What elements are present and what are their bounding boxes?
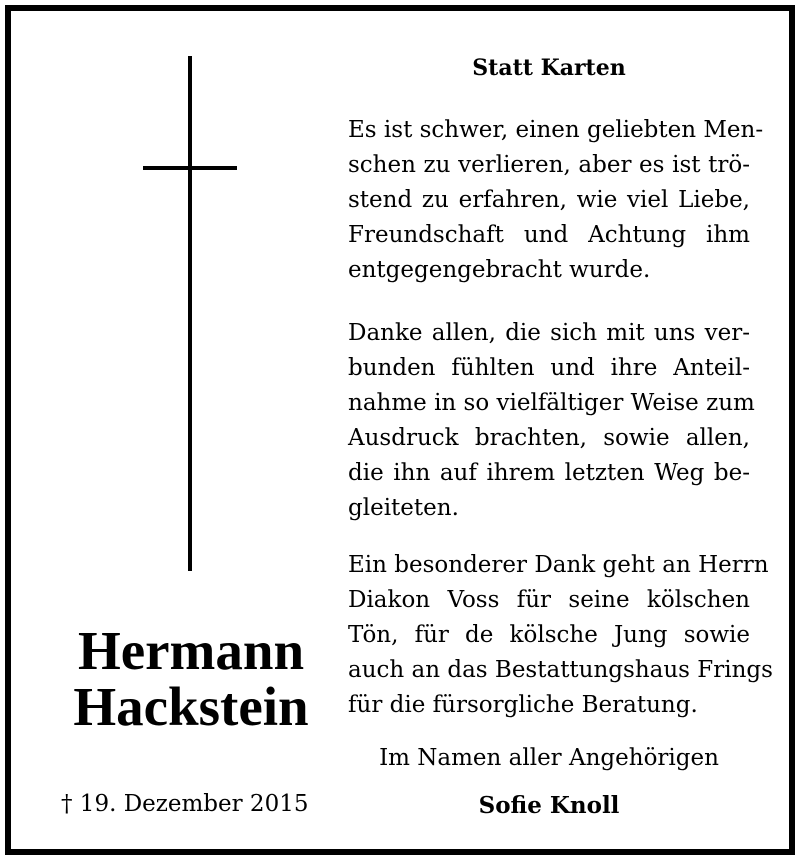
paragraph-line: auch an das Bestattungshaus Frings [348, 657, 773, 683]
paragraph-line: Tön, für de kölsche Jung sowie [348, 622, 750, 648]
paragraph-line: Diakon Voss für seine kölschen [348, 587, 750, 613]
signature-name: Sofie Knoll [478, 792, 620, 819]
deceased-last-name: Hackstein [73, 676, 309, 737]
cross-horizontal-bar [143, 166, 237, 170]
paragraph-line: für die fürsorgliche Beratung. [348, 692, 698, 718]
paragraph-line: Freundschaft und Achtung ihm [348, 222, 750, 248]
heading-statt-karten: Statt Karten [472, 55, 626, 81]
cross-vertical-bar [188, 56, 192, 571]
paragraph-line: Ausdruck brachten, sowie allen, [348, 425, 750, 451]
deceased-name [31, 620, 351, 737]
paragraph-line: nahme in so vielfältiger Weise zum [348, 390, 755, 416]
paragraph-line: Es ist schwer, einen geliebten Men- [348, 117, 764, 143]
paragraph-line: gleiteten. [348, 495, 459, 521]
signature-intro: Im Namen aller Angehörigen [379, 745, 719, 771]
paragraph-line: die ihn auf ihrem letzten Weg be- [348, 460, 750, 486]
death-date: † 19. Dezember 2015 [61, 791, 309, 817]
paragraph-line: stend zu erfahren, wie viel Liebe, [348, 187, 750, 213]
paragraph-line: Danke allen, die sich mit uns ver- [348, 320, 750, 346]
obituary-notice [5, 5, 795, 855]
paragraph-2 [348, 316, 755, 526]
paragraph-line: bunden fühlten und ihre Anteil- [348, 355, 750, 381]
paragraph-3 [348, 548, 773, 723]
paragraph-line: entgegengebracht wurde. [348, 257, 651, 283]
paragraph-1 [348, 113, 764, 288]
paragraph-line: schen zu verlieren, aber es ist trö- [348, 152, 750, 178]
paragraph-line: Ein besonderer Dank geht an Herrn [348, 552, 769, 578]
deceased-first-name: Hermann [77, 620, 305, 681]
